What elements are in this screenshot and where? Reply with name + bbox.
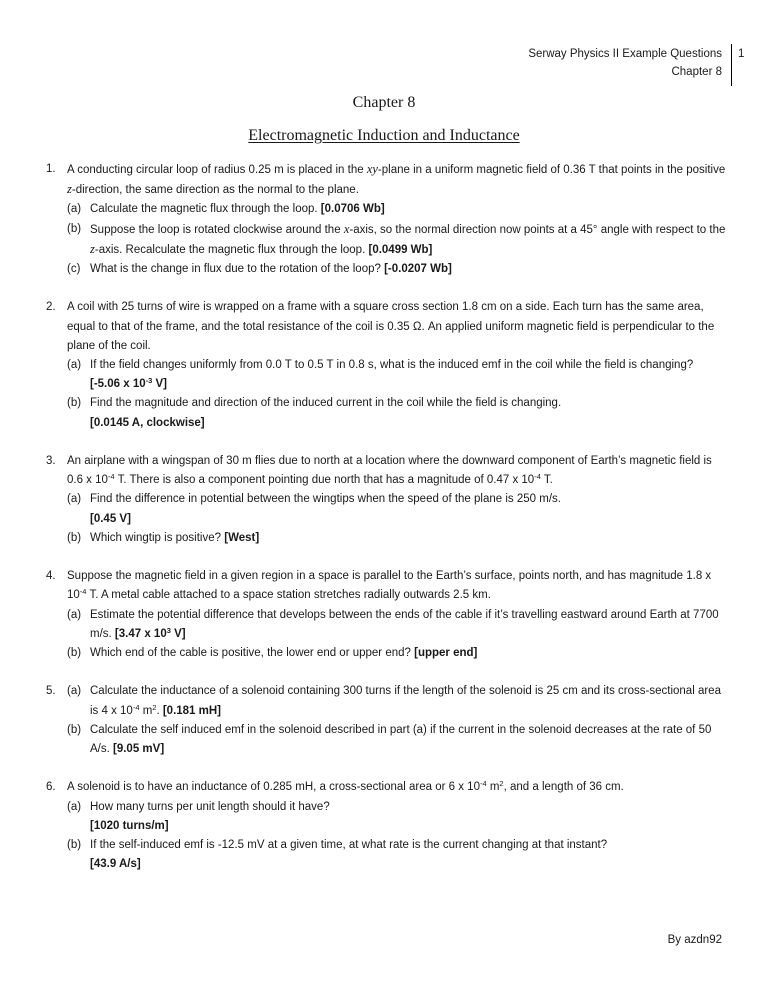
question-number: 4. xyxy=(46,570,56,583)
question-2 xyxy=(46,298,726,432)
page-number: 1 xyxy=(738,48,745,60)
part-a: (a) Find the difference in potential between the wingtips when the speed of the plane is 250 m/s. [0.45 V] xyxy=(67,490,726,528)
part-label: (a) xyxy=(67,203,82,216)
answer: [0.0706 Wb] xyxy=(320,203,385,216)
part-b: (b) Which wingtip is positive? [West] xyxy=(67,529,726,548)
part-a: (a) Estimate the potential difference that develops between the ends of the cable if it’s travelling eastward around Earth at 7700 m/s. [3.47 x $10^3$ V] xyxy=(67,606,726,644)
answer: [0.45 V] xyxy=(90,512,131,525)
answer: [0.0499 Wb] xyxy=(368,243,433,256)
question-6 xyxy=(46,778,726,874)
math-var: z xyxy=(90,241,95,256)
answer: [9.05 mV] xyxy=(113,743,165,756)
part-label: (b) xyxy=(67,531,82,544)
question-number: 6. xyxy=(46,781,56,794)
header-title: Serway Physics II Example Questions xyxy=(528,48,722,60)
question-1 xyxy=(46,160,726,279)
part-a: (a) Calculate the inductance of a solenoid containing 300 turns if the length of the solenoid is 25 cm and its cross-sectional area is 4 x $10^{-4}$ $m^2$. [0.181 mH] xyxy=(67,682,726,720)
part-b: (b) Calculate the self induced emf in the solenoid described in part (a) if the current in the solenoid decreases at the rate of 50 A/s. [9.05 mV] xyxy=(67,721,726,759)
question-number: 2. xyxy=(46,301,56,314)
question-text: A solenoid is to have an inductance of 0.285 mH, a cross-sectional area or 6 x $10^{-4}$ $m^2$, and a length of 36 cm. xyxy=(67,779,624,794)
part-label: (b) xyxy=(67,397,82,410)
answer: [3.47 x $10^3$ V] xyxy=(114,625,186,640)
part-label: (a) xyxy=(67,800,82,813)
part-label: (a) xyxy=(67,359,82,372)
page-title-text: Electromagnetic Induction and Inductance xyxy=(248,127,520,144)
answer: [1020 turns/m] xyxy=(90,819,169,832)
answer: [43.9 A/s] xyxy=(90,858,141,871)
part-label: (a) xyxy=(67,608,82,621)
math-var: x xyxy=(343,221,350,236)
part-a: (a) How many turns per unit length should it have? [1020 turns/m] xyxy=(67,798,726,836)
running-header xyxy=(528,45,722,81)
question-4 xyxy=(46,567,726,663)
math-var: xy xyxy=(366,162,378,176)
answer: [0.181 mH] xyxy=(162,704,222,717)
answer: [0.0145 A, clockwise] xyxy=(90,416,205,429)
math-var: z xyxy=(67,182,72,197)
part-c: (c) What is the change in flux due to the rotation of the loop? [-0.0207 Wb] xyxy=(67,260,726,279)
question-text: A coil with 25 turns of wire is wrapped on a frame with a square cross section 1.8 cm on a side. Each turn has the same area, equal to that of the frame, and the total resistance of the coil is 0.35 Ω. An applied uniform magnetic field is perpendicular to the plane of the coil. xyxy=(67,301,715,352)
question-number: 3. xyxy=(46,455,56,468)
part-b: (b) Which end of the cable is positive, the lower end or upper end? [upper end] xyxy=(67,644,726,663)
part-a: (a) Calculate the magnetic flux through the loop. [0.0706 Wb] xyxy=(67,200,726,219)
author-footer: By azdn92 xyxy=(667,934,722,946)
answer: [-0.0207 Wb] xyxy=(384,263,452,276)
part-label: (b) xyxy=(67,647,82,660)
question-3 xyxy=(46,452,726,548)
question-number: 1. xyxy=(46,163,56,175)
part-label: (a) xyxy=(67,493,82,506)
question-text: An airplane with a wingspan of 30 m flies due to north at a location where the downward component of Earth’s magnetic field is 0.6 x $10^{-4}$ T. There is also a component pointing due north that has a magnitude of 0.47 x $10^{-4}$ T. xyxy=(67,455,712,487)
answer: [-5.06 x $10^{-3}$ V] xyxy=(90,376,167,391)
part-a: (a) If the field changes uniformly from 0.0 T to 0.5 T in 0.8 s, what is the induced emf in the coil while the field is changing? [-5.06 x $10^{-3}$ V] xyxy=(67,356,726,394)
question-list xyxy=(46,160,726,894)
page-title xyxy=(0,127,768,145)
chapter-heading: Chapter 8 xyxy=(352,94,416,111)
part-b: (b) Suppose the loop is rotated clockwise around the x-axis, so the normal direction now points at a 45° angle with respect to the z-axis. Recalculate the magnetic flux through the loop. [0.0499 Wb] xyxy=(67,221,726,256)
question-number: 5. xyxy=(46,685,56,698)
part-label: (a) xyxy=(67,685,82,698)
header-divider xyxy=(731,44,732,86)
part-label: (b) xyxy=(67,723,82,736)
answer: [West] xyxy=(224,531,260,544)
question-text: Suppose the magnetic field in a given region in a space is parallel to the Earth’s surface, points north, and has magnitude 1.8 x $10^{-4}$ T. A metal cable attached to a space station stretches radially outwards 2.5 km. xyxy=(67,570,712,602)
part-label: (b) xyxy=(67,222,82,235)
part-label: (b) xyxy=(67,839,82,852)
part-b: (b) Find the magnitude and direction of the induced current in the coil while the field is changing. [0.0145 A, clockwise] xyxy=(67,394,726,432)
question-5 xyxy=(46,682,726,759)
part-b: (b) If the self-induced emf is -12.5 mV at a given time, at what rate is the current changing at that instant? [43.9 A/s] xyxy=(67,836,726,874)
part-label: (c) xyxy=(67,263,81,276)
header-chapter: Chapter 8 xyxy=(671,66,722,78)
question-text: A conducting circular loop of radius 0.25 m is placed in the xy-plane in a uniform magnetic field of 0.36 T that points in the positive z-direction, the same direction as the normal to the plane. xyxy=(67,162,726,197)
answer: [upper end] xyxy=(414,647,478,660)
